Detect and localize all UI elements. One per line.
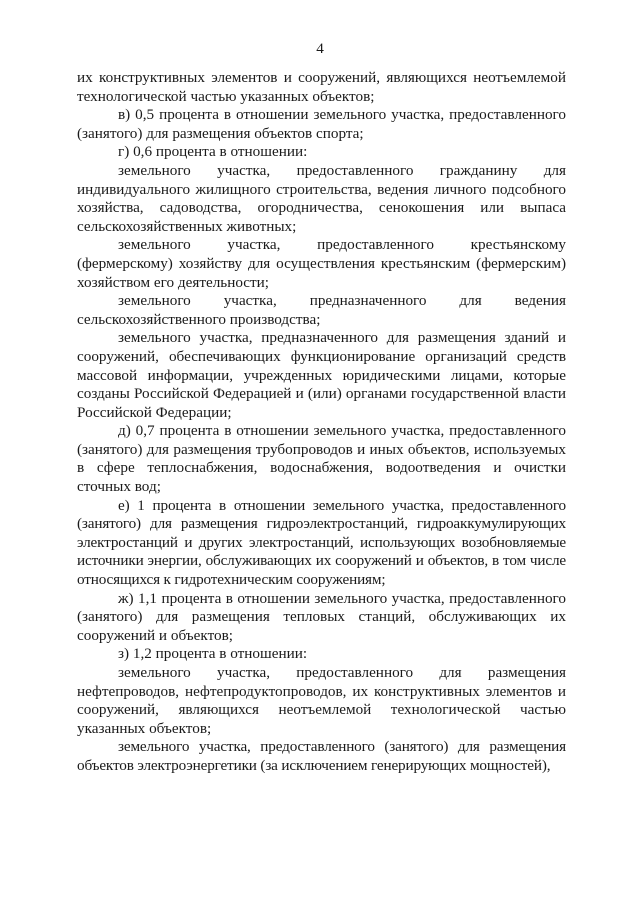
paragraph: земельного участка, предназначенного для ведения сельскохозяйственного производства;: [77, 292, 566, 328]
document-body: [77, 69, 566, 776]
paragraph: земельного участка, предназначенного для размещения зданий и сооружений, обеспечивающих функционирование организаций средств массовой информации, учрежденных юридическими лицами, которые созданы Российской Федерацией и (или) органами государственной власти Российской Федерации;: [77, 329, 566, 421]
paragraph: е) 1 процента в отношении земельного участка, предоставленного (занятого) для размещения гидроэлектростанций, гидроаккумулирующих электростанций и других электростанций, использующих возобновляемые источники энергии, обслуживающих их сооружений и объектов, в том числе относящихся к гидротехническим сооружениям;: [77, 496, 566, 589]
page-number: 4: [316, 40, 324, 57]
paragraph: земельного участка, предоставленного (занятого) для размещения объектов электроэнергетики (за исключением генерирующих мощностей),: [77, 738, 566, 774]
paragraph: земельного участка, предоставленного гражданину для индивидуального жилищного строительства, ведения личного подсобного хозяйства, садоводства, огородничества, сенокошения или выпаса сельскохозяйственных животных;: [77, 161, 566, 235]
paragraph: з) 1,2 процента в отношении:: [118, 645, 308, 663]
paragraph: их конструктивных элементов и сооружений, являющихся неотъемлемой технологической частью указанных объектов;: [77, 69, 566, 105]
paragraph: в) 0,5 процента в отношении земельного участка, предоставленного (занятого) для размещения объектов спорта;: [77, 106, 566, 142]
paragraph: д) 0,7 процента в отношении земельного участка, предоставленного (занятого) для размещения трубопроводов и иных объектов, используемых в сфере теплоснабжения, водоснабжения, водоотведения и очистки сточных вод;: [77, 422, 566, 496]
paragraph: земельного участка, предоставленного крестьянскому (фермерскому) хозяйству для осуществления крестьянским (фермерским) хозяйством его деятельности;: [77, 236, 566, 291]
paragraph: ж) 1,1 процента в отношении земельного участка, предоставленного (занятого) для размещения тепловых станций, обслуживающих их сооружений и объектов;: [77, 589, 566, 644]
paragraph: земельного участка, предоставленного для размещения нефтепроводов, нефтепродуктопроводов, их конструктивных элементов и сооружений, являющихся неотъемлемой технологической частью указанных объектов;: [77, 664, 566, 737]
paragraph: г) 0,6 процента в отношении:: [118, 143, 308, 161]
